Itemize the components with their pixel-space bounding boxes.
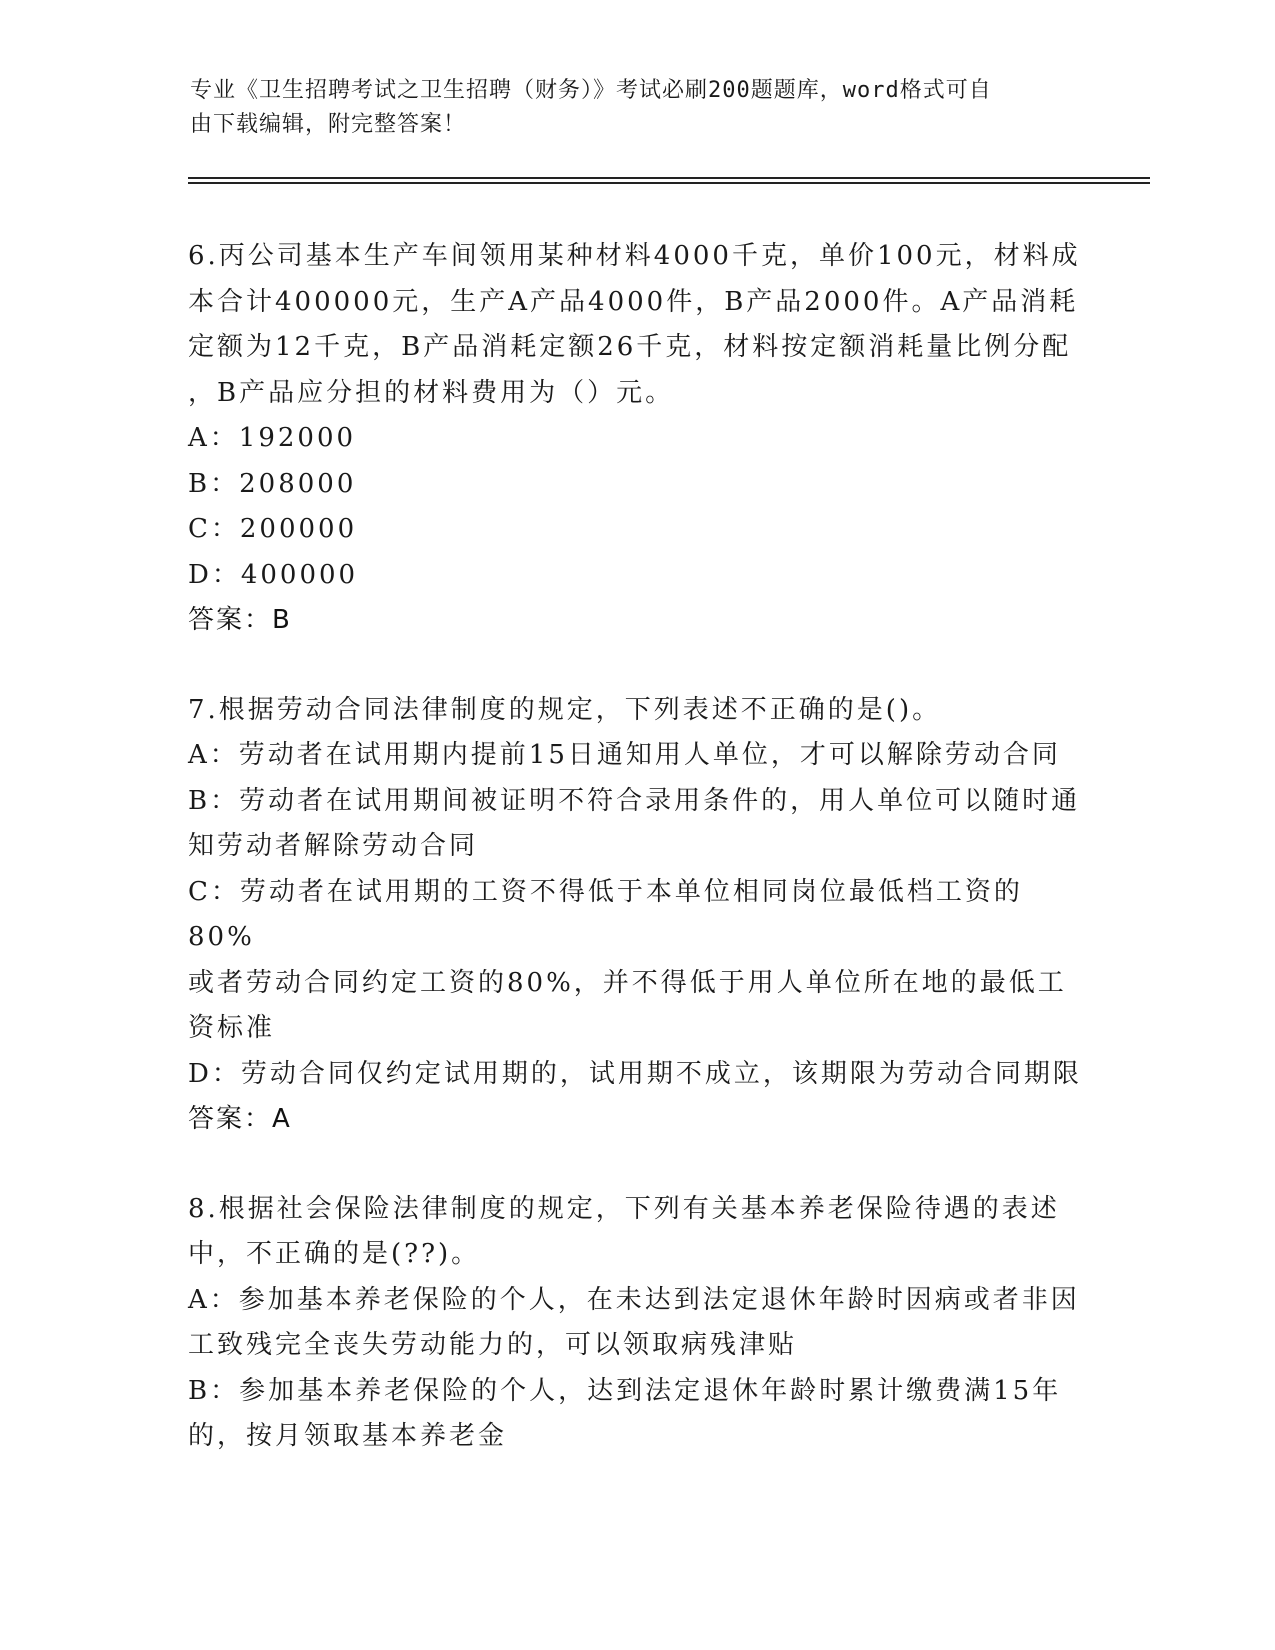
question-stem-line: 6.丙公司基本生产车间领用某种材料4000千克，单价100元，材料成 — [188, 241, 1081, 271]
header-divider-top — [188, 177, 1150, 179]
option-a: A：劳动者在试用期内提前15日通知用人单位，才可以解除劳动合同 — [188, 740, 1061, 770]
option-a: A：参加基本养老保险的个人，在未达到法定退休年龄时因病或者非因 — [188, 1284, 1080, 1315]
answer-key: 答案：A — [188, 1104, 292, 1134]
header-line-1: 专业《卫生招聘考试之卫生招聘（财务）》考试必刷200题题库，word格式可自 — [190, 78, 992, 103]
question-8 — [188, 1187, 1088, 1460]
question-stem-line: ，B产品应分担的材料费用为（）元。 — [188, 377, 675, 408]
option-c-continued: 或者劳动合同约定工资的80%，并不得低于用人单位所在地的最低工 — [188, 967, 1067, 998]
option-a-continued: 工致残完全丧失劳动能力的，可以领取病残津贴 — [188, 1330, 798, 1360]
option-b: B：208000 — [188, 468, 357, 499]
answer-key: 答案：B — [188, 605, 292, 635]
option-b-continued: 知劳动者解除劳动合同 — [188, 831, 479, 861]
document-header — [190, 74, 1070, 142]
option-c: C：劳动者在试用期的工资不得低于本单位相同岗位最低档工资的80% — [188, 876, 1023, 952]
option-b: B：劳动者在试用期间被证明不符合录用条件的，用人单位可以随时通 — [188, 785, 1081, 816]
question-6 — [188, 234, 1088, 644]
question-7 — [188, 688, 1088, 1143]
option-b: B：参加基本养老保险的个人，达到法定退休年龄时累计缴费满15年 — [188, 1375, 1062, 1406]
option-b-continued: 的，按月领取基本养老金 — [188, 1421, 508, 1451]
option-c-continued: 资标准 — [188, 1013, 276, 1043]
question-list — [188, 234, 1088, 1504]
option-c: C：200000 — [188, 514, 358, 544]
header-divider-bottom — [188, 182, 1150, 184]
option-d: D：劳动合同仅约定试用期的，试用期不成立，该期限为劳动合同期限 — [188, 1058, 1082, 1089]
question-stem-line: 8.根据社会保险法律制度的规定，下列有关基本养老保险待遇的表述 — [188, 1193, 1060, 1224]
question-stem-line: 定额为12千克，B产品消耗定额26千克，材料按定额消耗量比例分配 — [188, 332, 1072, 362]
question-stem-line: 中，不正确的是(??)。 — [188, 1239, 481, 1269]
option-a: A：192000 — [188, 423, 357, 453]
question-stem-line: 7.根据劳动合同法律制度的规定，下列表述不正确的是()。 — [188, 694, 942, 725]
question-stem-line: 本合计400000元，生产A产品4000件，B产品2000件。A产品消耗 — [188, 286, 1079, 317]
option-d: D：400000 — [188, 559, 359, 590]
header-line-2: 由下载编辑，附完整答案！ — [190, 112, 467, 137]
